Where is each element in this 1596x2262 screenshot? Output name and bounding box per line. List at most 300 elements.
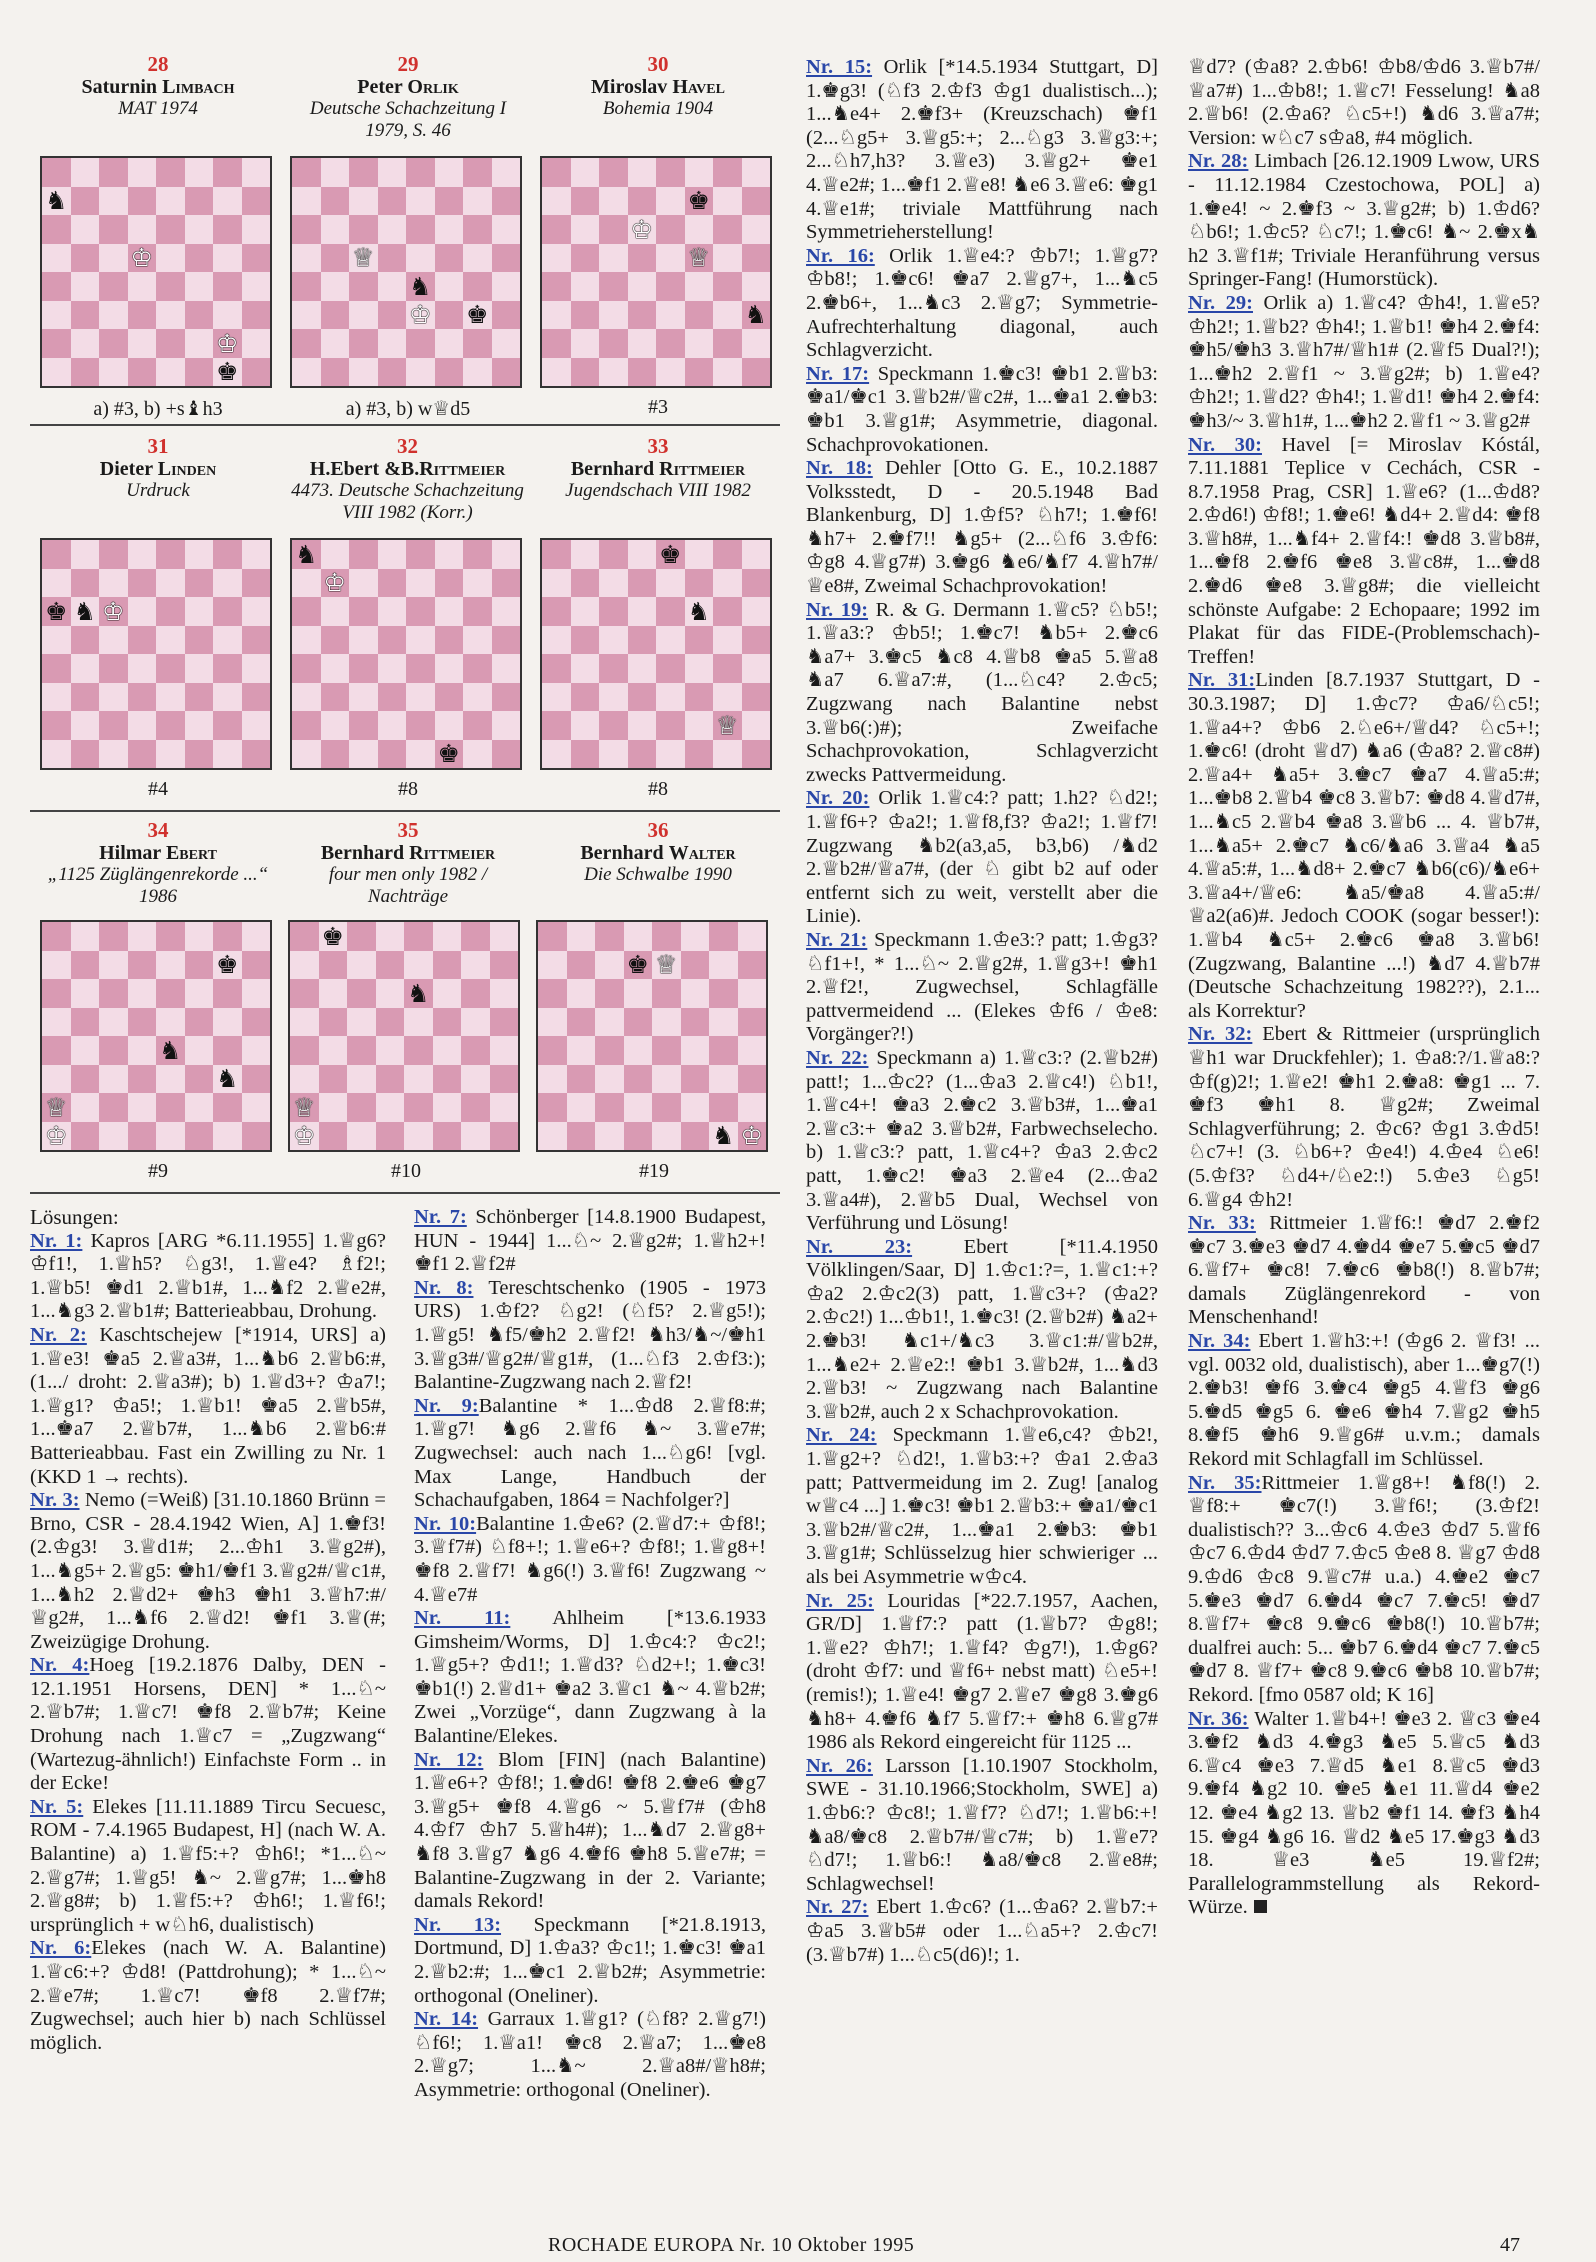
board-square — [538, 1036, 567, 1065]
board-square — [656, 597, 685, 626]
solution-text: Elekes [11.11.1889 Tircu Secuesc, ROM - 7.4.1965 Budapest, H] (nach W. A. Balantine) a) 1.♕f5:+? ♔h6!; *1...♘~ 2.♕g7#; 1.♕g5! ♞~ 2.♕g7#; 1...♚h8 2.♕g8#; b) 1.♕f5:+? ♔h6!; 1.♕f6!; ursprünglich + w♘h6, dualistisch) — [30, 1795, 386, 1936]
solution-entry — [1188, 1212, 1540, 1330]
board-square — [709, 1065, 738, 1094]
solution-text: Ebert 1.♕h3:+! (♔g6 2. ♕f3! ... vgl. 0032 old, dualistisch), aber 1...♚g7(!) 2.♚b3! ♚f6 3.♚c4 ♚g5 4.♕f3 ♚g6 5.♚d5 ♚g5 6. ♚e6 ♚h4 7.♕g2 ♚h5 8.♚f5 ♚h6 9.♕g6# u.v.m.; damals Rekord mit Schlagfall im Schlüssel. — [1188, 1330, 1540, 1471]
solution-number: Nr. 32: — [1188, 1023, 1253, 1046]
board-square — [599, 215, 628, 244]
board-square — [242, 158, 271, 187]
solution-entry — [806, 599, 1158, 788]
board-square — [99, 922, 128, 951]
board-square — [492, 187, 521, 216]
board-square — [242, 215, 271, 244]
board-square — [435, 244, 464, 273]
solution-text: Orlik 1.♕c4:? patt; 1.h2? ♘d2!; 1.♕f6+? ♔a2!; 1.♕f8,f3? ♔a2!; 1.♕f7! Zugzwang ♞b2(a3,a5, b3,b6) /♞d2 2.♕b2#/♕a7#, (der ♘ gibt b2 auf oder entfernt sich zu weit, verstellt aber die Linie). — [806, 787, 1158, 928]
board-square — [713, 358, 742, 387]
solution-text: Orlik 1.♕e4:? ♔b7!; 1.♕g7? ♔b8!; 1.♚c6! ♚a7 2.♕g7+, 1...♞c5 2.♚b6+, 1...♞c3 2.♕g7; Symmetrie-Aufrechterhaltung diagonal, auch Schlagverzicht. — [806, 244, 1158, 362]
board-square — [742, 244, 771, 273]
board-square — [538, 1065, 567, 1094]
board-square — [347, 1093, 376, 1122]
board-square — [713, 683, 742, 712]
solution-entry — [806, 1047, 1158, 1236]
page-footer: ROCHADE EUROPA Nr. 10 Oktober 1995 — [548, 2234, 915, 2256]
board-square — [713, 187, 742, 216]
board-square — [652, 951, 681, 980]
board-square — [42, 1122, 71, 1151]
board-square — [185, 626, 214, 655]
board-square — [242, 540, 271, 569]
board-square — [433, 951, 462, 980]
board-square — [742, 272, 771, 301]
board-square — [463, 329, 492, 358]
board-square — [681, 951, 710, 980]
board-square — [71, 1065, 100, 1094]
board-square — [492, 158, 521, 187]
board-square — [213, 158, 242, 187]
board-square — [571, 569, 600, 598]
board-square — [347, 1122, 376, 1151]
board-square — [321, 740, 350, 769]
white-queen-icon: ♕ — [716, 710, 739, 740]
board-square — [213, 1036, 242, 1065]
board-square — [624, 1008, 653, 1037]
solution-entry — [1188, 1472, 1540, 1708]
board-square — [213, 569, 242, 598]
board-square — [292, 215, 321, 244]
board-square — [242, 922, 271, 951]
white-king-icon: ♔ — [323, 568, 346, 598]
board-square — [463, 358, 492, 387]
board-square — [42, 922, 71, 951]
solution-entry — [414, 1395, 766, 1513]
stipulation-35: #10 — [391, 1160, 421, 1182]
board-square — [742, 158, 771, 187]
solution-number: Nr. 18: — [806, 457, 873, 480]
board-square — [681, 922, 710, 951]
board-square — [713, 597, 742, 626]
board-square — [709, 1093, 738, 1122]
board-square — [128, 626, 157, 655]
board-square — [347, 922, 376, 951]
board-square — [709, 951, 738, 980]
board-square — [492, 711, 521, 740]
board-square — [292, 683, 321, 712]
board-square — [628, 740, 657, 769]
board-square — [242, 272, 271, 301]
board-square — [185, 1093, 214, 1122]
board-square — [213, 1093, 242, 1122]
board-square — [492, 654, 521, 683]
board-square — [378, 740, 407, 769]
solution-entry — [30, 1324, 386, 1489]
board-square — [628, 597, 657, 626]
board-square — [42, 244, 71, 273]
board-square — [185, 187, 214, 216]
board-square — [349, 215, 378, 244]
solution-number: Nr. 30: — [1188, 433, 1262, 456]
solution-entry — [806, 1896, 1158, 1967]
problem-author: Saturnin Limbach — [81, 76, 235, 98]
solution-entry — [30, 1230, 386, 1324]
problem-source: Die Schwalbe 1990 — [584, 864, 732, 885]
solutions-list — [30, 1230, 386, 2056]
board-square — [42, 597, 71, 626]
board-square — [628, 540, 657, 569]
solution-text: Kaschtschejew [*1914, URS] a) 1.♕e3! ♚a5 2.♕a3#, 1...♞b6 2.♕b6:#, (1.../ droht: 2.♕a3#); b) 1.♕d3+? ♔a7!; 1.♕g1? ♔a5!; 1.♕b1! ♚a5 2.♕b5#, 1...♚a7 2.♕b7#, 1...♞b6 2.♕b6:# Batterieabbau. Fast ein Zwilling zu Nr. 1 (KKD 1 → rechts). — [30, 1323, 386, 1488]
stipulation-30: #3 — [648, 396, 668, 418]
board-square — [321, 272, 350, 301]
board-square — [242, 329, 271, 358]
board-square — [435, 540, 464, 569]
black-king-icon: ♚ — [437, 739, 460, 769]
solutions-column-4 — [1188, 56, 1540, 1920]
problem-36 — [540, 818, 776, 886]
board-square — [685, 329, 714, 358]
board-square — [349, 597, 378, 626]
solution-entry — [414, 1206, 766, 1277]
board-square — [347, 1008, 376, 1037]
solution-number: Nr. 6: — [30, 1937, 92, 1960]
board-square — [628, 569, 657, 598]
board-square — [599, 626, 628, 655]
black-king-icon: ♚ — [45, 596, 68, 626]
problem-33 — [540, 434, 776, 502]
board-square — [681, 979, 710, 1008]
board-square — [349, 358, 378, 387]
board-square — [742, 740, 771, 769]
board-square — [71, 597, 100, 626]
board-square — [713, 272, 742, 301]
board-square — [378, 569, 407, 598]
board-square — [406, 272, 435, 301]
board-square — [685, 158, 714, 187]
black-knight-icon: ♞ — [687, 596, 710, 626]
board-square — [213, 1122, 242, 1151]
board-square — [213, 626, 242, 655]
board-square — [567, 1122, 596, 1151]
board-square — [599, 158, 628, 187]
board-square — [347, 1036, 376, 1065]
board-square — [599, 272, 628, 301]
board-square — [376, 1008, 405, 1037]
board-square — [599, 569, 628, 598]
board-square — [628, 215, 657, 244]
board-square — [156, 951, 185, 980]
board-square — [128, 597, 157, 626]
board-square — [742, 540, 771, 569]
solution-text: Speckmann 1.♚c3! ♚b1 2.♕b3: ♚a1/♚c1 3.♕b2#/♕c2#, 1...♚a1 2.♚b3: ♚b1 3.♕g1#; Asymmetrie, diagonal. Schachprovokationen. — [806, 362, 1158, 456]
solution-text: Garraux 1.♕g1? (♘f8? 2.♕g7!) ♘f6!; 1.♕a1! ♚c8 2.♕a7; 1...♚e8 2.♕g7; 1...♞~ 2.♕a8#/♕h8#; Asymmetrie: orthogonal (Oneliner). — [414, 2008, 766, 2101]
board-square — [599, 301, 628, 330]
board-square — [463, 626, 492, 655]
board-square — [290, 1093, 319, 1122]
end-mark-icon — [1254, 1900, 1267, 1913]
board-square — [713, 740, 742, 769]
solution-number: Nr. 27: — [806, 1896, 869, 1919]
board-square — [213, 329, 242, 358]
solution-number: Nr. 10: — [414, 1512, 477, 1535]
board-square — [99, 215, 128, 244]
stipulation-29: a) #3, b) w♕d5 — [345, 398, 471, 420]
board-square — [567, 1008, 596, 1037]
board-square — [681, 1008, 710, 1037]
board-square — [571, 740, 600, 769]
white-king-icon: ♔ — [216, 328, 239, 358]
solution-number: Nr. 14: — [414, 2008, 479, 2031]
white-queen-icon: ♕ — [293, 1092, 316, 1122]
board-square — [185, 654, 214, 683]
board-square — [490, 1122, 519, 1151]
board-square — [709, 1008, 738, 1037]
board-square — [685, 187, 714, 216]
board-square — [349, 740, 378, 769]
board-square — [376, 1036, 405, 1065]
board-square — [156, 626, 185, 655]
problem-number: 35 — [397, 818, 419, 842]
board-square — [406, 215, 435, 244]
board-square — [492, 215, 521, 244]
board-square — [128, 654, 157, 683]
solution-text: Balantine * 1...♔d8 2.♕f8:#; 1.♕g7! ♞g6 2.♕f6 ♞~ 3.♕e7#; Zugwechsel: auch nach 1...♘g6! [vgl. Max Lange, Handbuch der Schachaufgaben, 1864 = Nachfolger?] — [414, 1394, 767, 1512]
board-square — [376, 1093, 405, 1122]
board-square — [290, 1036, 319, 1065]
board-square — [538, 922, 567, 951]
board-square — [292, 711, 321, 740]
board-square — [185, 1036, 214, 1065]
board-square — [567, 922, 596, 951]
white-queen-icon: ♕ — [655, 950, 678, 980]
board-square — [542, 272, 571, 301]
problem-author: H.Ebert &B.Rittmeier — [309, 458, 506, 480]
board-square — [404, 922, 433, 951]
board-square — [71, 244, 100, 273]
board-square — [349, 540, 378, 569]
board-square — [435, 597, 464, 626]
board-square — [71, 272, 100, 301]
board-square — [461, 979, 490, 1008]
board-square — [42, 740, 71, 769]
board-square — [156, 1065, 185, 1094]
solution-number: Nr. 23: — [806, 1235, 913, 1258]
solution-number: Nr. 24: — [806, 1424, 877, 1447]
board-square — [349, 569, 378, 598]
solution-text: Dehler [Otto G. E., 10.2.1887 Volksstedt, D - 20.5.1948 Bad Blankenburg, D] 1.♔f5? ♘h7!; 1.♚f6! ♞h7+ 2.♚f7!! ♞g5+ (2...♘f6 3.♔f6: ♔g8 4.♕g7#) 3.♚g6 ♞e6/♞f7 4.♕h7#/♕e8#, Zweimal Schachprovokation! — [806, 457, 1159, 598]
board-square — [321, 569, 350, 598]
chess-diagram-34 — [40, 920, 272, 1152]
board-square — [99, 244, 128, 273]
board-square — [492, 626, 521, 655]
white-king-icon: ♔ — [130, 243, 153, 273]
board-square — [492, 597, 521, 626]
solution-text: ♕d7? (♔a8? 2.♔b6! ♔b8/♔d6 3.♕b7#/♕a7#) 1...♔b8!; 1.♕c7! Fesselung! ♞a8 2.♕b6! (2.♔a6? ♘c5+!) ♞d6 3.♕a7#; Version: w♘c7 s♔a8, #4 möglich. — [1188, 56, 1540, 149]
board-square — [599, 683, 628, 712]
board-square — [71, 569, 100, 598]
board-square — [685, 358, 714, 387]
board-square — [378, 244, 407, 273]
board-square — [71, 158, 100, 187]
problem-31 — [40, 434, 276, 502]
board-square — [742, 358, 771, 387]
board-square — [128, 329, 157, 358]
black-knight-icon: ♞ — [295, 539, 318, 569]
board-square — [376, 922, 405, 951]
board-square — [652, 1122, 681, 1151]
board-square — [406, 683, 435, 712]
board-square — [213, 1065, 242, 1094]
board-square — [378, 358, 407, 387]
board-square — [213, 979, 242, 1008]
solution-number: Nr. 36: — [1188, 1707, 1249, 1730]
board-square — [128, 1122, 157, 1151]
board-square — [713, 654, 742, 683]
board-square — [628, 187, 657, 216]
board-square — [404, 951, 433, 980]
board-square — [321, 626, 350, 655]
board-square — [42, 626, 71, 655]
board-square — [538, 1122, 567, 1151]
stipulation-31: #4 — [148, 778, 168, 800]
board-square — [624, 1093, 653, 1122]
board-square — [433, 979, 462, 1008]
board-square — [435, 358, 464, 387]
board-square — [567, 1036, 596, 1065]
board-square — [128, 358, 157, 387]
board-square — [406, 597, 435, 626]
board-square — [99, 740, 128, 769]
board-square — [156, 187, 185, 216]
board-square — [624, 1122, 653, 1151]
board-square — [292, 540, 321, 569]
solution-number: Nr. 13: — [414, 1913, 502, 1936]
chess-diagram-30 — [540, 156, 772, 388]
solution-entry — [414, 1277, 766, 1395]
board-square — [463, 683, 492, 712]
board-square — [599, 711, 628, 740]
chess-diagram-28 — [40, 156, 272, 388]
board-square — [567, 951, 596, 980]
solution-text: Walter 1.♕b4+! ♚e3 2. ♕c3 ♚e4 3.♚f2 ♞d3 4.♚g3 ♞e5 5.♕c5 ♞d3 6.♕c4 ♚e3 7.♕d5 ♞e1 8.♕c5 ♚d3 9.♚f4 ♞g2 10. ♚e5 ♞e1 11.♕d4 ♚e2 12. ♚e4 ♞g2 13. ♕b2 ♚f1 14. ♚f3 ♞h4 15. ♚g4 ♞g6 16. ♕d2 ♞e5 17.♚g3 ♞d3 18. ♕e3 ♞e5 19.♕f2#; Parallelogrammstellung als Rekord-Würze. — [1188, 1707, 1540, 1919]
board-square — [185, 244, 214, 273]
problem-source: 4473. Deutsche Schachzeitung VIII 1982 (Korr.) — [291, 480, 524, 523]
board-square — [242, 683, 271, 712]
board-square — [42, 187, 71, 216]
board-square — [628, 301, 657, 330]
board-square — [321, 358, 350, 387]
board-square — [292, 187, 321, 216]
board-square — [292, 358, 321, 387]
board-square — [42, 301, 71, 330]
board-square — [156, 215, 185, 244]
board-square — [292, 740, 321, 769]
board-square — [599, 244, 628, 273]
board-square — [681, 1065, 710, 1094]
board-square — [349, 654, 378, 683]
black-king-icon: ♚ — [687, 186, 710, 216]
solution-entry — [1188, 434, 1540, 670]
board-square — [685, 626, 714, 655]
board-square — [99, 1036, 128, 1065]
problem-32 — [285, 434, 530, 524]
board-square — [292, 569, 321, 598]
solution-entry — [30, 1937, 386, 2055]
board-square — [656, 358, 685, 387]
board-square — [709, 1122, 738, 1151]
board-square — [185, 158, 214, 187]
board-square — [128, 569, 157, 598]
board-square — [685, 683, 714, 712]
board-square — [685, 301, 714, 330]
board-square — [242, 1093, 271, 1122]
board-square — [406, 740, 435, 769]
problem-number: 29 — [397, 52, 419, 76]
solution-text: Linden [8.7.1937 Stuttgart, D - 30.3.1987; D] 1.♔c7? ♔a6/♘c5!; 1.♕a4+? ♔b6 2.♘e6+/♕d4? ♘c5+!; 1.♚c6! (droht ♕d7) ♞a6 (♔a8? 2.♕c8#) 2.♕a4+ ♞a5+ 3.♚c7 ♚a7 4.♕a5:#; 1...♚b8 2.♕b4 ♚c8 3.♕b7: ♚d8 4.♕d7#, 1...♞c5 2.♕b4 ♚a8 3.♕b6 ... 4. ♕b7#, 1...♞a5+ 2.♚c7 ♞c6/♞a6 3.♕a4 ♞a5 4.♕a5:#, 1...♞d8+ 2.♚c7 ♞b6(c6)/♞e6+ 3.♕a4+/♕e6: ♞a5/♚a8 4.♕a5:#/♕a2(a6)#. Jedoch COOK (sogar besser!): 1.♕b4 ♞c5+ 2.♚c6 ♚a8 3.♕b6! (Zugzwang, Balantine ...!) ♞d7 4.♕b7# (Deutsche Schachzeitung 1982??), 2.1... als Korrektur? — [1188, 669, 1540, 1022]
board-square — [463, 272, 492, 301]
board-square — [599, 740, 628, 769]
problem-author: Dieter Linden — [99, 458, 217, 480]
solution-text: Nemo (=Weiß) [31.10.1860 Brünn = Brno, CSR - 28.4.1942 Wien, A] 1.♚f3! (2.♔g3! 3.♕d1#; 2...♔h1 3.♕g2#), 1...♞g5+ 2.♕g5: ♚h1/♚f1 3.♕g2#/♕c1#, 1...♞h2 2.♕d2+ ♚h3 ♚h1 3.♕h7:#/♕g2#, 1...♞f6 2.♕d2! ♚f1 3.♕(#; Zweizügige Drohung. — [30, 1489, 386, 1653]
board-square — [242, 569, 271, 598]
problem-author: Bernhard Walter — [580, 842, 736, 864]
board-square — [349, 301, 378, 330]
board-square — [435, 301, 464, 330]
board-square — [685, 272, 714, 301]
solution-number: Nr. 26: — [806, 1754, 873, 1777]
board-square — [435, 329, 464, 358]
board-square — [99, 711, 128, 740]
board-square — [463, 540, 492, 569]
board-square — [595, 1093, 624, 1122]
board-square — [99, 301, 128, 330]
problem-number: 31 — [147, 434, 169, 458]
solution-text: Limbach [26.12.1909 Lwow, URS - 11.12.1984 Czestochowa, POL] a) 1.♚e4! ~ 2.♚f3 ~ 3.♕g2#; b) 1.♔d6? ♘b6!; 1.♔c5? ♘c7!; 1.♚c6! ♞~ 2.♚x♞ h2 3.♕f1#; Triviale Heranführung versus Springer-Fang! (Humorstück). — [1188, 150, 1540, 291]
board-square — [156, 922, 185, 951]
white-king-icon: ♔ — [740, 1121, 763, 1151]
board-square — [128, 540, 157, 569]
black-king-icon: ♚ — [321, 921, 344, 951]
board-square — [42, 1065, 71, 1094]
board-square — [599, 597, 628, 626]
solution-text: Rittmeier 1.♕g8+! ♞f8(!) 2. ♕f8:+ ♚c7(!) 3.♕f6!; (3.♔f2! dualistisch?? 3...♔c6 4.♔e3 ♔d7 5.♕f6 ♔c7 6.♔d4 ♔d7 7.♔c5 ♔e8 8. ♕g7 ♔d8 9.♔d6 ♔c8 9.♕c7# u.a.) 4.♚e2 ♚c7 5.♚e3 ♚d7 6.♚d4 ♚c7 7.♚c5! ♚d7 8.♕f7+ ♚c8 9.♚c6 ♚b8(!) 10.♕b7#; dualfrei auch: 5... ♚b7 6.♚d4 ♚c7 7.♚c5 ♚d7 8. ♕f7+ ♚c8 9.♚c6 ♚b8 10.♕b7#; Rekord. [fmo 0587 old; K 16] — [1188, 1471, 1540, 1706]
board-square — [185, 358, 214, 387]
board-square — [378, 626, 407, 655]
white-king-icon: ♔ — [409, 300, 432, 330]
page-number: 47 — [1500, 2234, 1520, 2256]
board-square — [656, 711, 685, 740]
board-square — [624, 951, 653, 980]
board-square — [156, 540, 185, 569]
board-square — [213, 540, 242, 569]
board-square — [406, 540, 435, 569]
board-square — [290, 979, 319, 1008]
board-square — [42, 329, 71, 358]
board-square — [492, 301, 521, 330]
board-square — [321, 158, 350, 187]
board-square — [628, 683, 657, 712]
board-square — [595, 1008, 624, 1037]
board-square — [128, 215, 157, 244]
board-square — [185, 301, 214, 330]
board-square — [292, 272, 321, 301]
board-square — [99, 187, 128, 216]
board-square — [628, 626, 657, 655]
board-square — [213, 272, 242, 301]
solution-entry — [1188, 1708, 1540, 1920]
board-square — [406, 301, 435, 330]
board-square — [213, 187, 242, 216]
board-square — [319, 1036, 348, 1065]
board-square — [42, 358, 71, 387]
board-square — [435, 187, 464, 216]
board-square — [406, 329, 435, 358]
